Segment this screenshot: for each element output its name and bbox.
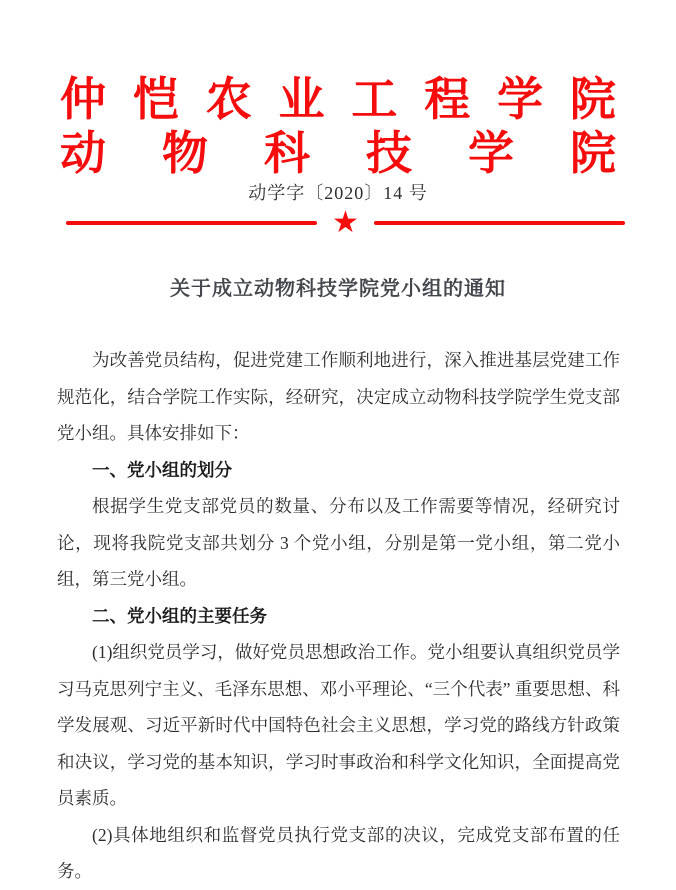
org-name-line-1: 仲 恺 农 业 工 程 学 院	[60, 73, 616, 125]
divider-line-right	[374, 221, 625, 225]
document-body	[57, 342, 620, 890]
paragraph-intro: 为改善党员结构，促进党建工作顺利地进行，深入推进基层党建工作规范化，结合学院工作实际，经研究，决定成立动物科技学院学生党支部党小组。具体安排如下：	[57, 350, 620, 443]
divider-line-left	[66, 221, 317, 225]
paragraph-task-1: (1)组织党员学习，做好党员思想政治工作。党小组要认真组织党员学习马克思列宁主义、毛泽东思想、邓小平理论、“三个代表” 重要思想、科学发展观、习近平新时代中国特色社会主义思想，学习党的路线方针政策和决议，学习党的基本知识，学习时事政治和科学文化知识，全面提高党员素质。	[57, 642, 620, 808]
paragraph-group-division: 根据学生党支部党员的数量、分布以及工作需要等情况，经研究讨论，现将我院党支部共划分 3 个党小组，分别是第一党小组，第二党小组，第三党小组。	[57, 496, 620, 589]
letterhead	[60, 72, 616, 180]
document-number: 动学字〔2020〕14 号	[248, 183, 428, 203]
red-divider	[66, 205, 625, 240]
section-heading-2: 二、党小组的主要任务	[92, 605, 267, 626]
section-heading-1: 一、党小组的划分	[92, 459, 232, 480]
paragraph-task-2: (2)具体地组织和监督党员执行党支部的决议，完成党支部布置的任务。	[57, 824, 620, 881]
star-icon: ★	[332, 205, 359, 240]
org-name-line-2: 动 物 科 技 学 院	[60, 127, 616, 179]
document-title: 关于成立动物科技学院党小组的通知	[170, 278, 506, 300]
